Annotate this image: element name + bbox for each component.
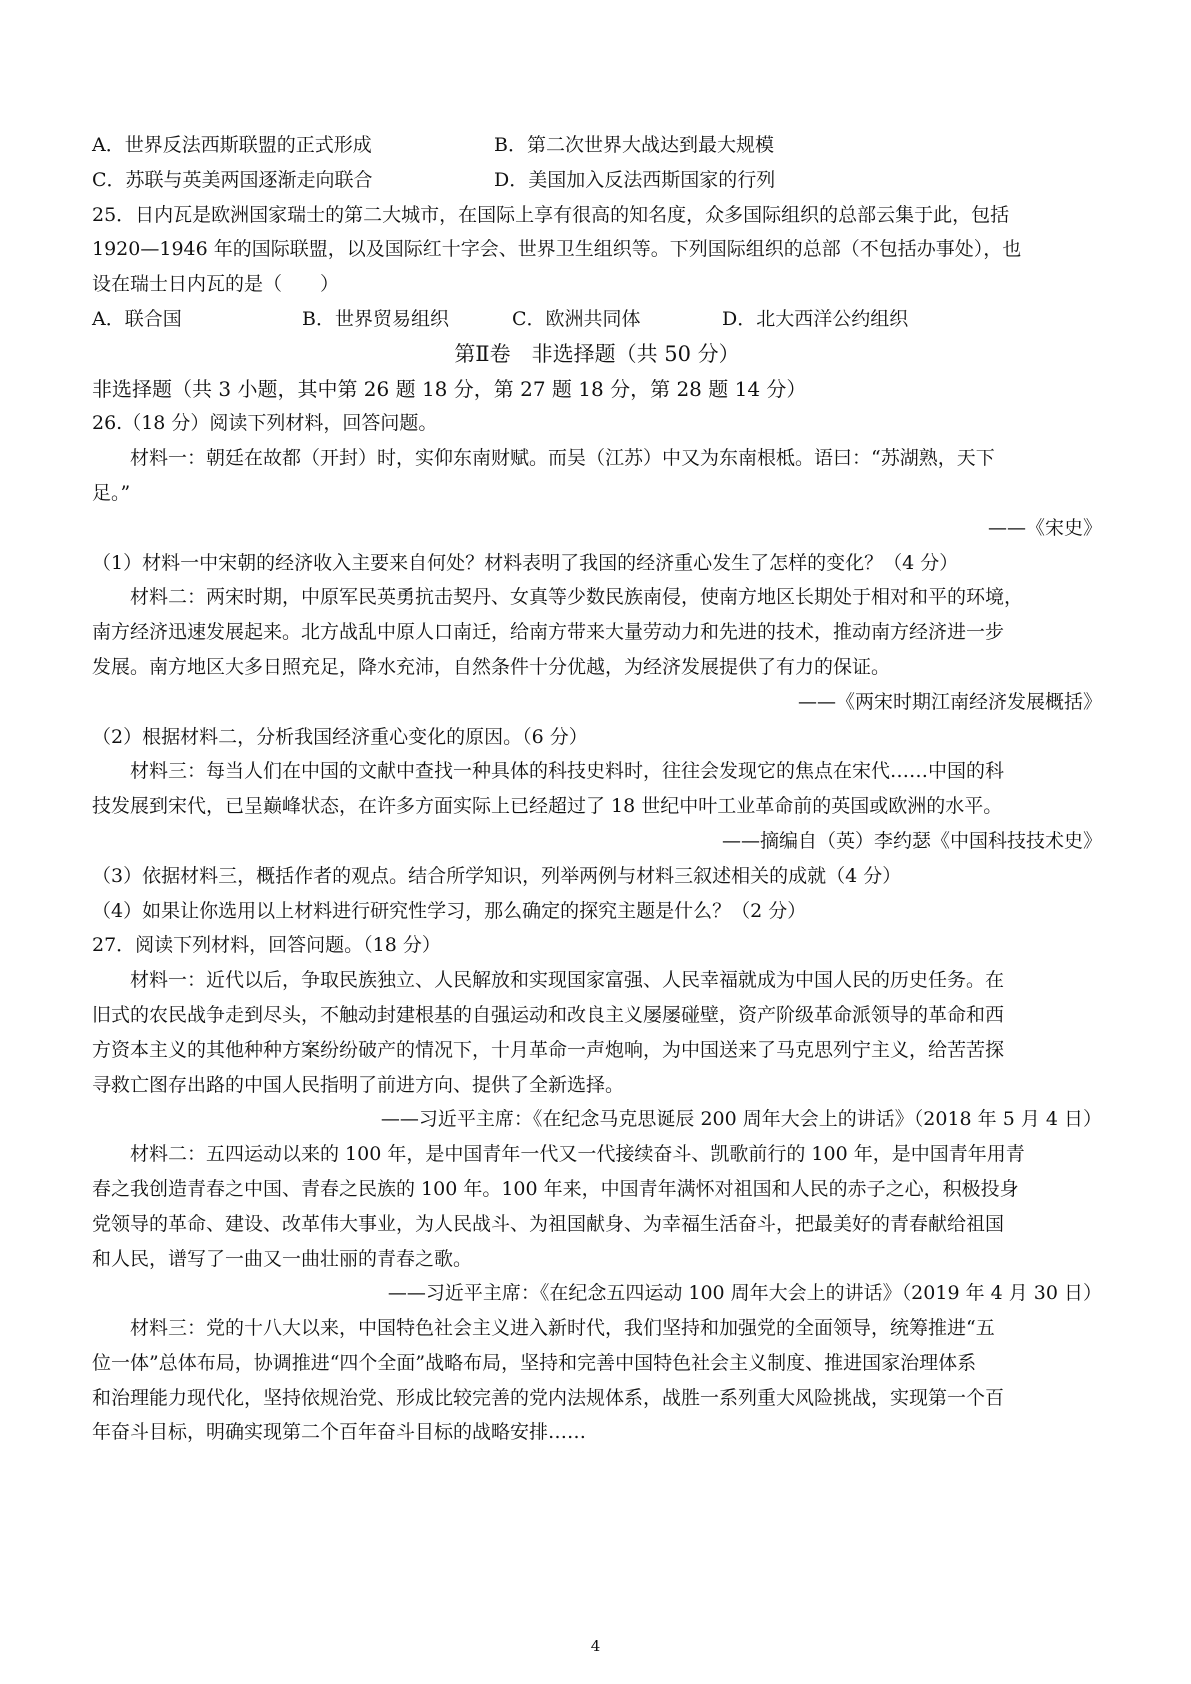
exam-page: [92, 128, 1102, 1450]
q27-material-2-line-2: 春之我创造青春之中国、青春之民族的 100 年。100 年来，中国青年满怀对祖国和人民的赤子之心，积极投身: [92, 1177, 1019, 1200]
q24-option-b: B．第二次世界大战达到最大规模: [494, 134, 774, 156]
q24-option-d: D．美国加入反法西斯国家的行列: [494, 168, 776, 191]
q27-material-2-line-4: 和人民，谱写了一曲又一曲壮丽的青春之歌。: [92, 1247, 473, 1270]
q25-options-row: [92, 302, 1102, 337]
q27-material-2-line-3: 党领导的革命、建设、改革伟大事业，为人民战斗、为祖国献身、为幸福生活奋斗，把最美好的青春献给祖国: [92, 1212, 1005, 1235]
q27-material-1-source: ——习近平主席：《在纪念马克思诞辰 200 周年大会上的讲话》（2018 年 5 月 4 日）: [380, 1108, 1102, 1131]
q26-material-1-source: ——《宋史》: [987, 516, 1102, 539]
q25-option-a: A．联合国: [92, 307, 182, 330]
q26-question-3: （3）依据材料三，概括作者的观点。结合所学知识，列举两例与材料三叙述相关的成就（4 分）: [92, 864, 902, 887]
q27-material-3-line-3: 和治理能力现代化，坚持依规治党、形成比较完善的党内法规体系，战胜一系列重大风险挑战，实现第一个百: [92, 1386, 1005, 1409]
q27-material-3-line-2: 位一体”总体布局，协调推进“四个全面”战略布局，坚持和完善中国特色社会主义制度、推进国家治理体系: [92, 1351, 977, 1374]
q27-material-1-line-1: 材料一：近代以后，争取民族独立、人民解放和实现国家富强、人民幸福就成为中国人民的历史任务。在: [130, 969, 1005, 992]
q26-material-1-line-2: 足。”: [92, 481, 131, 504]
q26-question-1: （1）材料一中宋朝的经济收入主要来自何处？材料表明了我国的经济重心发生了怎样的变化？（4 分）: [92, 551, 959, 574]
q26-material-2-source: ——《两宋时期江南经济发展概括》: [797, 690, 1102, 713]
q25-stem-line-1: 25．日内瓦是欧洲国家瑞士的第二大城市，在国际上享有很高的知名度，众多国际组织的总部云集于此，包括: [92, 203, 1010, 226]
q27-material-2-source: ——习近平主席：《在纪念五四运动 100 周年大会上的讲话》（2019 年 4 月 30 日）: [387, 1282, 1102, 1305]
q27-material-1-line-2: 旧式的农民战争走到尽头，不触动封建根基的自强运动和改良主义屡屡碰壁，资产阶级革命派领导的革命和西: [92, 1003, 1005, 1026]
q26-head: 26.（18 分）阅读下列材料，回答问题。: [92, 412, 438, 435]
q26-material-2-line-1: 材料二：两宋时期，中原军民英勇抗击契丹、女真等少数民族南侵，使南方地区长期处于相对和平的环境，: [130, 586, 1024, 609]
q26-material-2-line-3: 发展。南方地区大多日照充足，降水充沛，自然条件十分优越，为经济发展提供了有力的保证。: [92, 655, 891, 678]
q25-stem-line-3: 设在瑞士日内瓦的是（ ）: [92, 273, 340, 296]
q26-material-3-source: ——摘编自（英）李约瑟《中国科技技术史》: [721, 829, 1102, 852]
q25-stem-line-2: 1920—1946 年的国际联盟，以及国际红十字会、世界卫生组织等。下列国际组织的总部（不包括办事处），也: [92, 238, 1022, 261]
q27-material-2-line-1: 材料二：五四运动以来的 100 年，是中国青年一代又一代接续奋斗、凯歌前行的 100 年，是中国青年用青: [130, 1143, 1025, 1166]
q26-question-2: （2）根据材料二，分析我国经济重心变化的原因。（6 分）: [92, 725, 588, 748]
q25-option-b: B．世界贸易组织: [302, 307, 449, 330]
q24-option-a: A．世界反法西斯联盟的正式形成: [92, 134, 372, 156]
q25-option-d: D．北大西洋公约组织: [722, 307, 909, 330]
q26-material-3-line-1: 材料三：每当人们在中国的文献中查找一种具体的科技史料时，往往会发现它的焦点在宋代……中国的科: [130, 760, 1005, 783]
q24-option-c: C．苏联与英美两国逐渐走向联合: [92, 168, 373, 191]
q27-material-1-line-4: 寻救亡图存出路的中国人民指明了前进方向、提供了全新选择。: [92, 1073, 625, 1096]
page-number: 4: [590, 1637, 601, 1655]
q26-material-2-line-2: 南方经济迅速发展起来。北方战乱中原人口南迁，给南方带来大量劳动力和先进的技术，推动南方经济进一步: [92, 621, 1005, 644]
q26-question-4: （4）如果让你选用以上材料进行研究性学习，那么确定的探究主题是什么？（2 分）: [92, 899, 807, 922]
q27-material-3-line-1: 材料三：党的十八大以来，中国特色社会主义进入新时代，我们坚持和加强党的全面领导，统筹推进“五: [130, 1317, 995, 1340]
section-note: 非选择题（共 3 小题，其中第 26 题 18 分，第 27 题 18 分，第 28 题 14 分）: [92, 376, 807, 401]
q27-head: 27．阅读下列材料，回答问题。（18 分）: [92, 934, 441, 957]
q24-options-row-1: [92, 128, 1102, 163]
q27-material-3-line-4: 年奋斗目标，明确实现第二个百年奋斗目标的战略安排……: [92, 1421, 587, 1444]
q25-option-c: C．欧洲共同体: [512, 307, 641, 330]
section-title: 第Ⅱ卷 非选择题（共 50 分）: [454, 341, 740, 366]
q24-options-row-2: [92, 163, 1102, 198]
q27-material-1-line-3: 方资本主义的其他种种方案纷纷破产的情况下，十月革命一声炮响，为中国送来了马克思列宁主义，给苦苦探: [92, 1038, 1005, 1061]
q26-material-3-line-2: 技发展到宋代，已呈巅峰状态，在许多方面实际上已经超过了 18 世纪中叶工业革命前的英国或欧洲的水平。: [92, 795, 1003, 818]
q26-material-1-line-1: 材料一：朝廷在故都（开封）时，实仰东南财赋。而吴（江苏）中又为东南根柢。语曰：“苏湖熟，天下: [130, 447, 995, 470]
